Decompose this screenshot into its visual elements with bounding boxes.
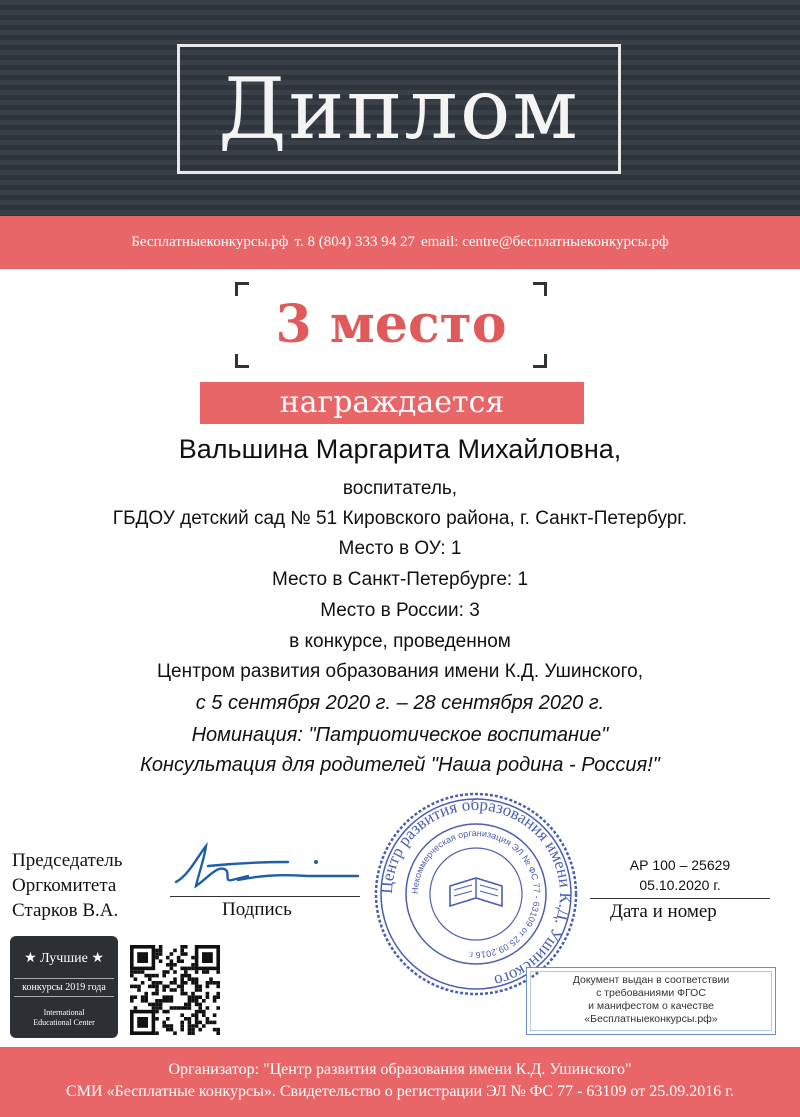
badge-line-2: конкурсы 2019 года [14,978,114,997]
signer-role-1: Председатель [12,850,123,871]
rank-ou: Место в ОУ: 1 [338,538,462,559]
contest-organizer: Центром развития образования имени К.Д. Ушинского, [157,661,643,682]
fgos-line-2: с требованиями ФГОС [596,987,706,999]
seal-outer-text: Центр развития образования имени К.Д. Ушинского [376,794,576,991]
signer-block [12,848,122,923]
contact-phone: т. 8 (804) 333 94 27 [294,234,415,250]
place-frame [235,282,547,368]
recipient-name: Вальшина Маргарита Михайловна, [178,434,622,464]
contest-intro: в конкурсе, проведенном [289,631,511,652]
seal-inner-text: Некоммерческая организация ЭЛ № ФС 77 - 63109 от 25.09.2016 г. [409,827,543,961]
place-heading: 3 место [275,294,507,355]
number-line [590,898,770,899]
fgos-line-1: Документ выдан в соответствии [572,974,730,986]
date-number-label: Дата и номер [610,901,717,922]
best-contests-badge [10,936,118,1038]
title-frame [177,44,621,174]
contest-nomination: Номинация: "Патриотическое воспитание" [191,724,609,746]
signature-label: Подпись [222,899,292,920]
badge-line-3: International Educational Center [33,1008,95,1027]
header-band [0,0,800,216]
recipient-position: воспитатель, [342,478,458,499]
signature-line [170,896,360,897]
award-label: награждается [200,382,584,424]
contact-band [0,216,800,269]
badge-line-1: ★ Лучшие ★ [24,951,104,966]
fgos-line-3: и манифестом о качестве [588,1000,714,1012]
document-number-block [590,855,770,895]
footer-organizer: Организатор: "Центр развития образования имени К.Д. Ушинского" [168,1061,632,1078]
contact-site: Бесплатныеконкурсы.рф [131,234,289,250]
qr-code [130,945,220,1035]
footer-registration: СМИ «Бесплатные конкурсы». Свидетельство о регистрации ЭЛ № ФС 77 - 63109 от 25.09.2016 г. [66,1083,734,1100]
signer-name: Старков В.А. [12,900,119,921]
contest-dates: с 5 сентября 2020 г. – 28 сентября 2020 г. [195,692,605,714]
contest-work: Консультация для родителей "Наша родина - Россия!" [140,754,660,776]
signer-role-2: Оргкомитета [12,875,117,896]
rank-country: Место в России: 3 [320,600,480,621]
handwritten-signature [168,836,363,896]
footer-band [0,1047,800,1117]
contact-email: email: centre@бесплатныеконкурсы.рф [420,234,669,250]
document-number: АР 100 – 25629 [629,857,731,873]
fgos-compliance-box [526,967,776,1035]
recipient-organization: ГБДОУ детский сад № 51 Кировского района, г. Санкт-Петербург. [112,508,688,529]
rank-city: Место в Санкт-Петербурге: 1 [271,569,529,590]
diploma-title: Диплом [218,60,580,158]
document-date: 05.10.2020 г. [639,877,721,893]
fgos-line-4: «Бесплатныеконкурсы.рф» [584,1013,718,1025]
